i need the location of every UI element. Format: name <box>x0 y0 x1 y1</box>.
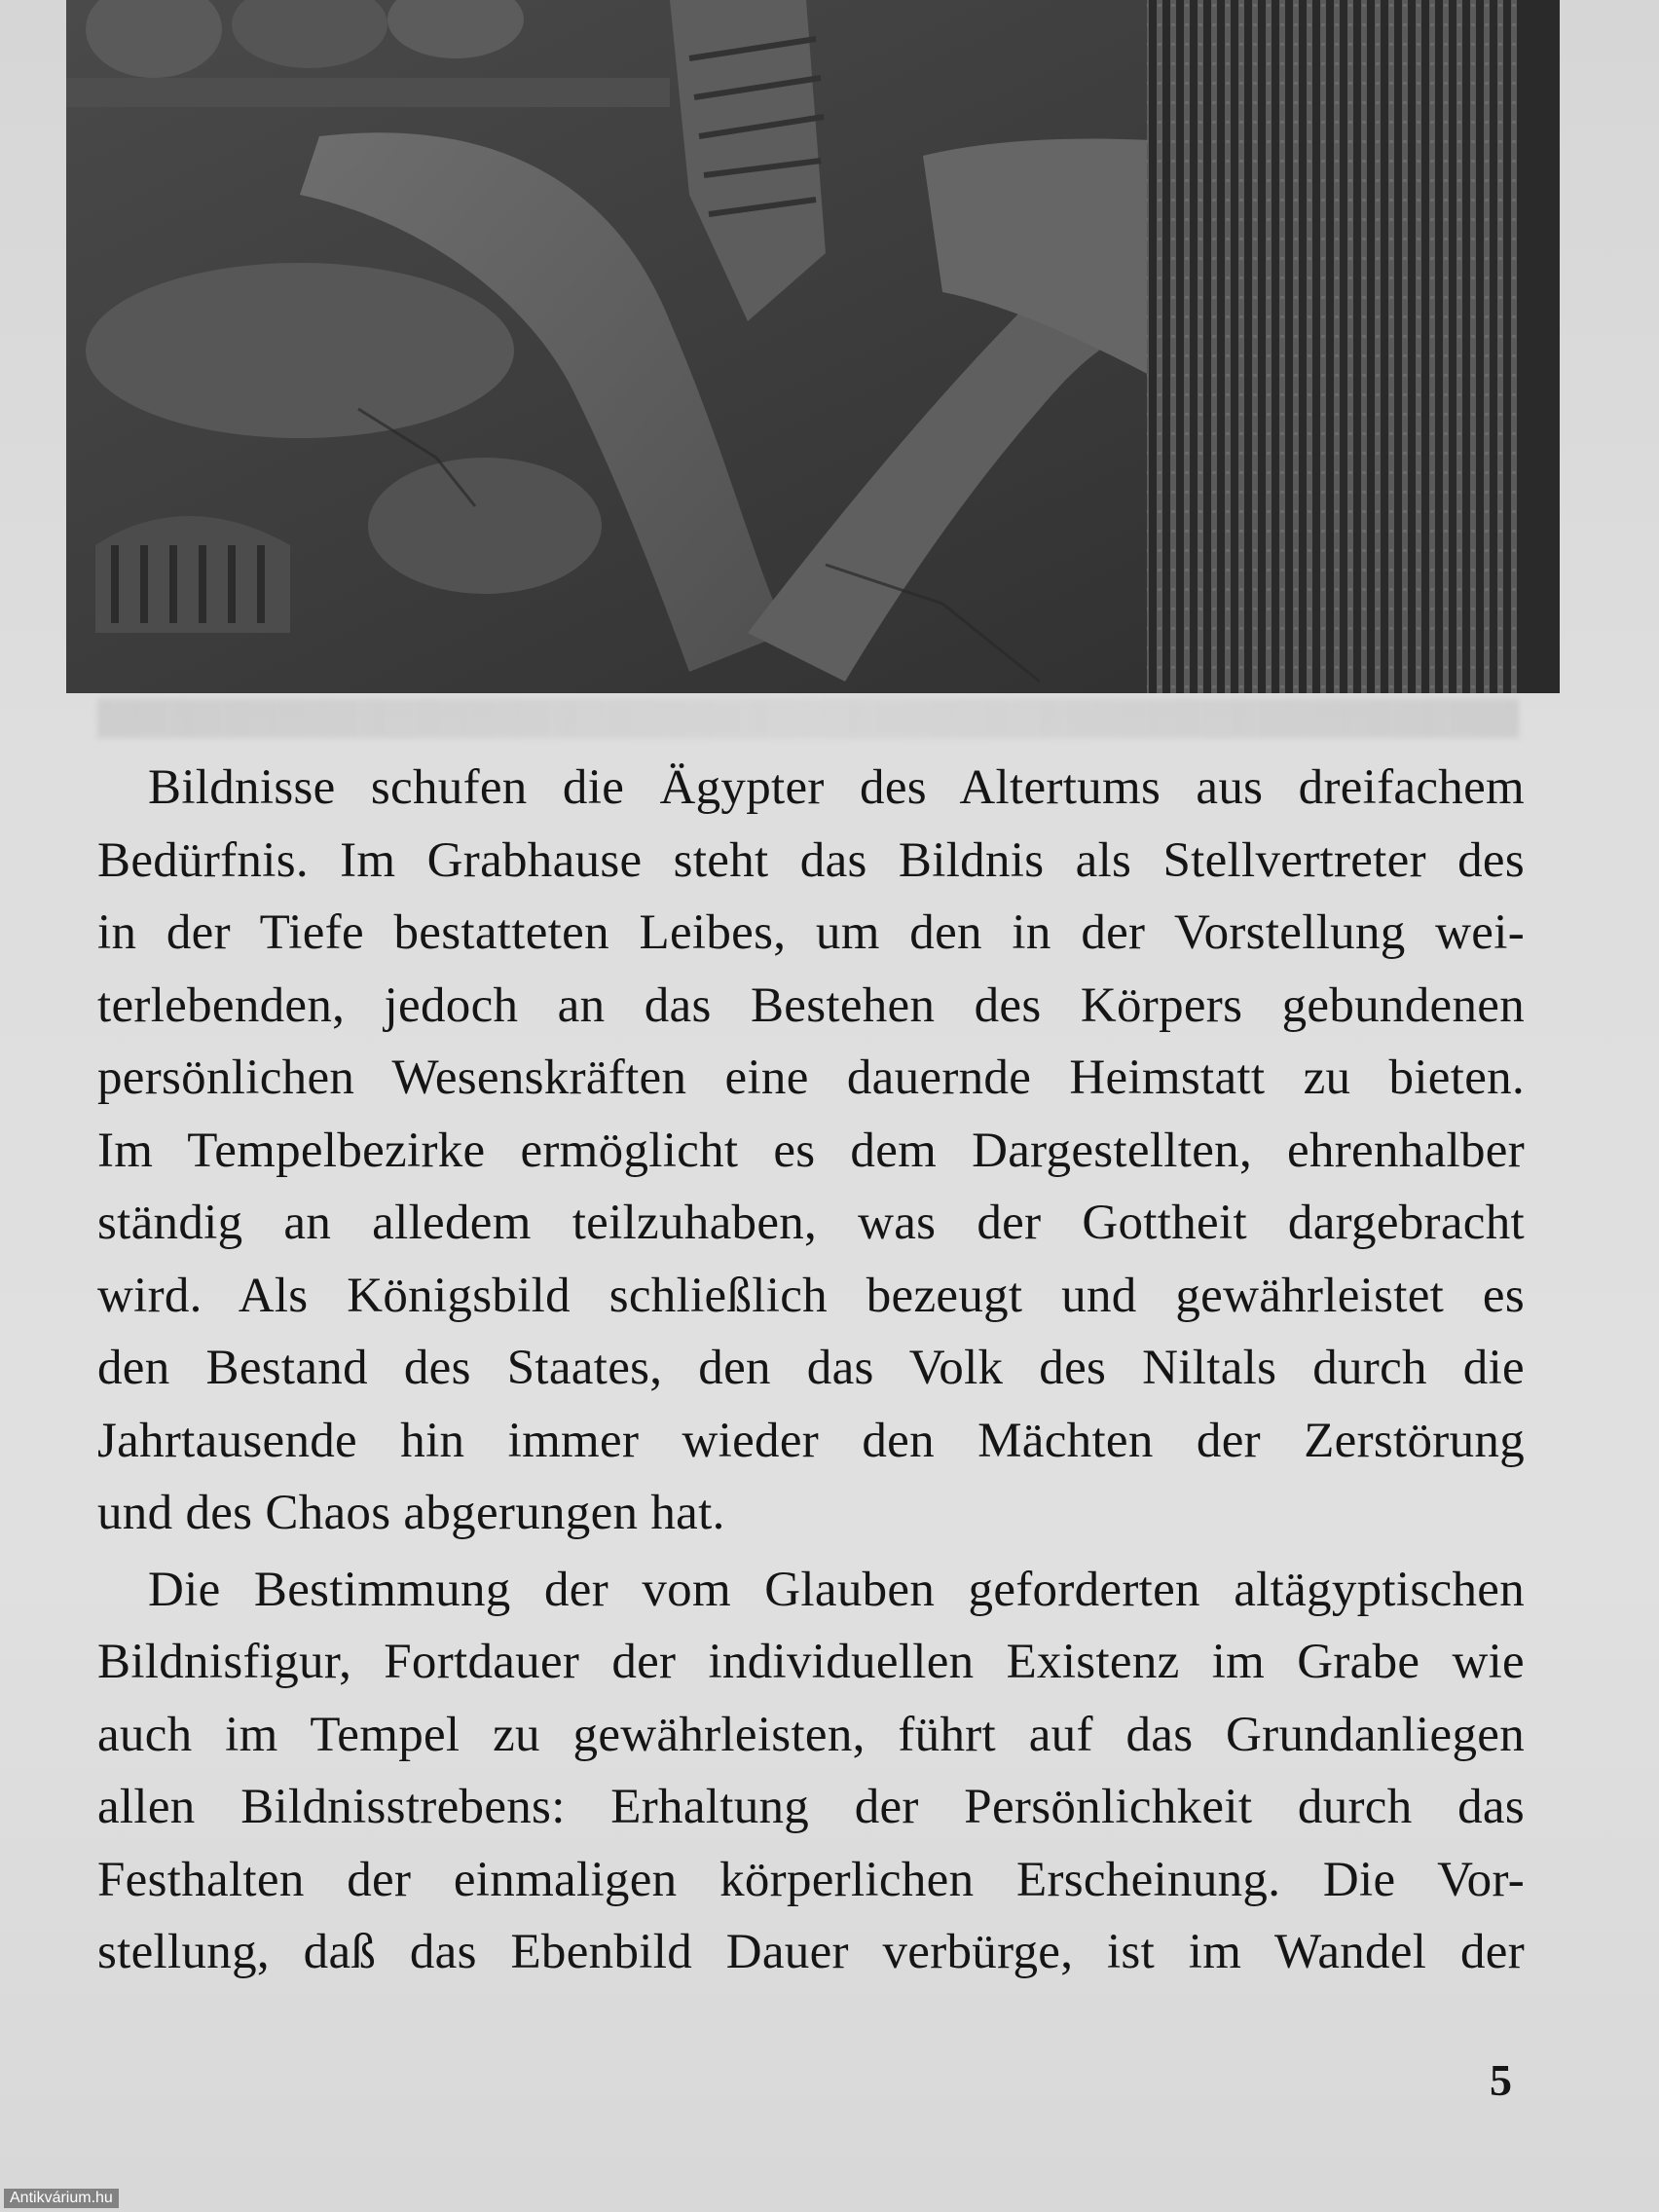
text-line: auch im Tempel zu gewährleisten, führt auf das Grundanliegen <box>97 1707 1525 1762</box>
text-line: terlebenden, jedoch an das Bestehen des Körpers gebundenen <box>97 977 1525 1033</box>
page-number: 5 <box>1490 2055 1512 2105</box>
text-line: in der Tiefe bestatteten Leibes, um den in der Vorstellung wei- <box>97 905 1525 960</box>
text-line: Jahrtausende hin immer wieder den Mächten der Zerstörung <box>97 1413 1525 1468</box>
body-text <box>97 752 1525 1989</box>
show-through-text <box>97 699 1519 738</box>
text-line: Die Bestimmung der vom Glauben geforderten altägyptischen <box>148 1562 1525 1617</box>
relief-photo <box>66 0 1560 693</box>
relief-image <box>66 0 1560 693</box>
text-line: Im Tempelbezirke ermöglicht es dem Dargestellten, ehrenhalber <box>97 1123 1525 1178</box>
text-line: stellung, daß das Ebenbild Dauer verbürge, ist im Wandel der <box>97 1925 1525 1979</box>
watermark: Antikvárium.hu <box>4 2189 119 2208</box>
text-line: und des Chaos abgerungen hat. <box>97 1486 725 1540</box>
text-line: wird. Als Königsbild schließlich bezeugt und gewährleistet es <box>97 1268 1525 1323</box>
text-line: Bedürfnis. Im Grabhause steht das Bildnis als Stellvertreter des <box>97 832 1525 888</box>
text-line: Bildnisse schufen die Ägypter des Altertums aus dreifachem <box>148 760 1525 815</box>
text-line: Bildnisfigur, Fortdauer der individuellen Existenz im Grabe wie <box>97 1635 1525 1689</box>
text-line: allen Bildnisstrebens: Erhaltung der Persönlichkeit durch das <box>97 1780 1525 1834</box>
text-line: den Bestand des Staates, den das Volk des Niltals durch die <box>97 1341 1525 1395</box>
text-line: persönlichen Wesenskräften eine dauernde Heimstatt zu bieten. <box>97 1051 1525 1105</box>
text-line: Festhalten der einmaligen körperlichen Erscheinung. Die Vor- <box>97 1852 1525 1907</box>
text-line: ständig an alledem teilzuhaben, was der Gottheit dargebracht <box>97 1196 1525 1250</box>
paragraph-1 <box>97 752 1525 1550</box>
paragraph-2 <box>97 1554 1525 1989</box>
